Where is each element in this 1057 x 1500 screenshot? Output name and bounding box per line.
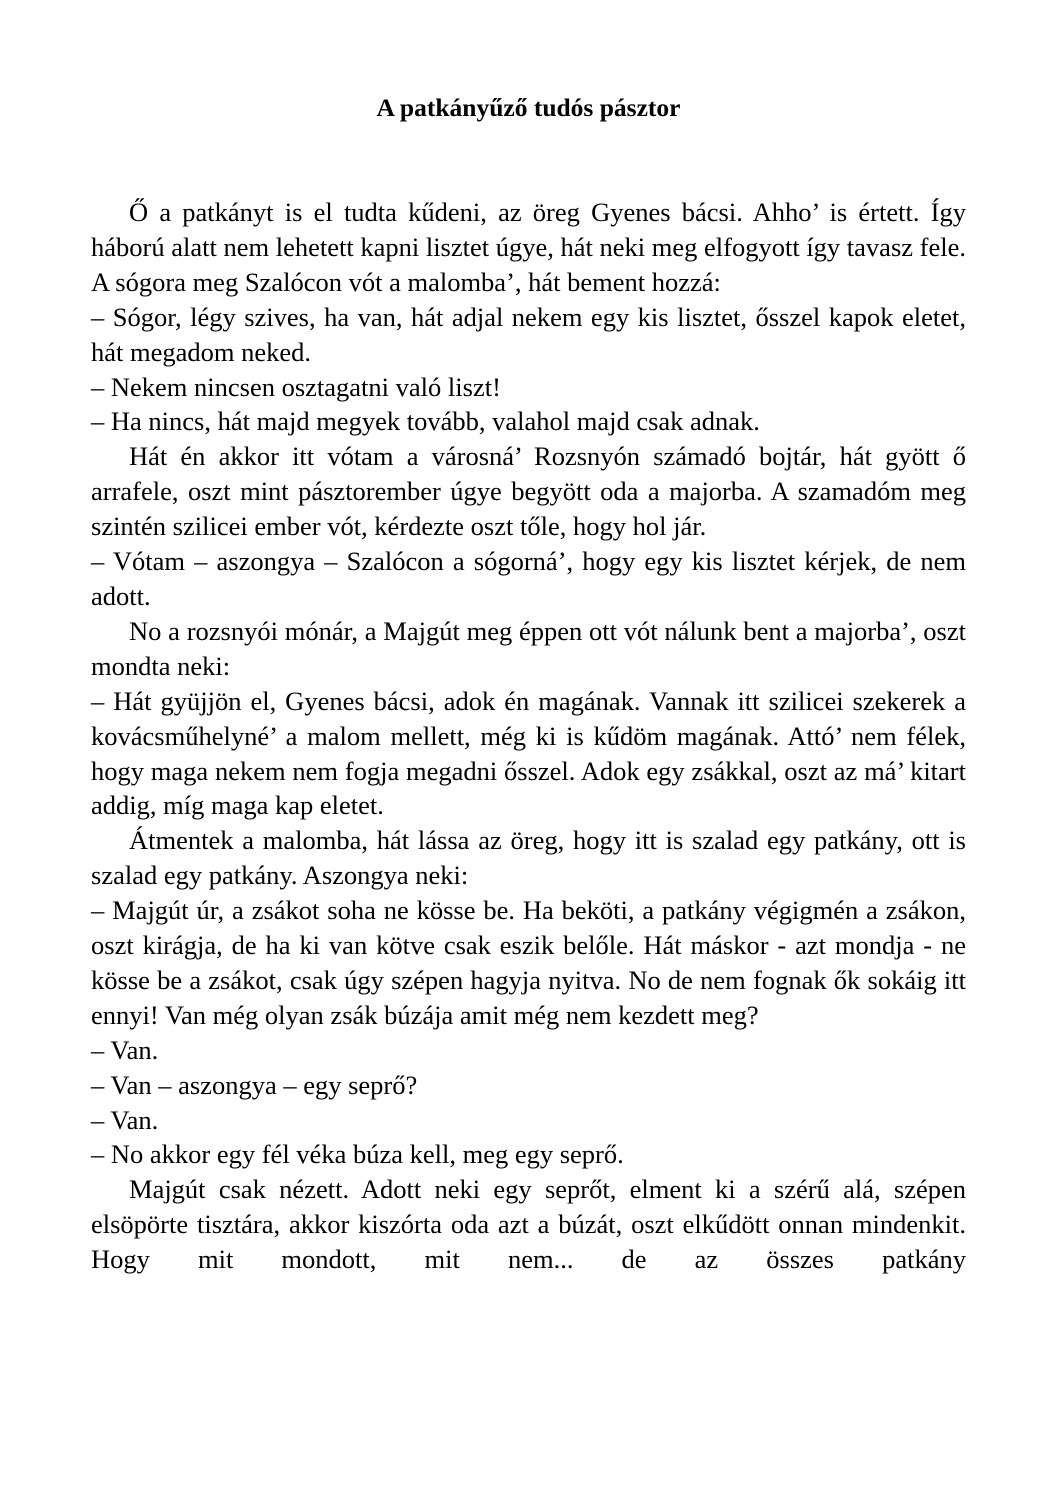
page-title: A patkányűző tudós pásztor — [376, 93, 681, 122]
paragraph-11: – Van. — [91, 1034, 159, 1065]
paragraph-4: – Ha nincs, hát majd megyek tovább, valahol majd csak adnak. — [91, 406, 760, 437]
paragraph-10: – Majgút úr, a zsákot soha ne kösse be. Ha beköti, a patkány végigmén a zsákon, oszt kirágja, de ha ki van kötve csak eszik belőle. Hát máskor - azt mondja - ne kösse be a zsákot, csak úgy szépen hagyja nyitva. No de nem fognak ők sokáig itt ennyi! Van még olyan zsák búzája amit még nem kezdett meg? — [91, 895, 966, 1030]
paragraph-12: – Van – aszongya – egy seprő? — [91, 1069, 418, 1100]
paragraph-2: – Sógor, légy szives, ha van, hát adjal nekem egy kis lisztet, ősszel kapok eletet, hát megadom neked. — [91, 301, 966, 367]
paragraph-13: – Van. — [91, 1104, 159, 1135]
paragraph-5: Hát én akkor itt vótam a városná’ Rozsnyón számadó bojtár, hát gyött ő arrafele, oszt mint pásztorember úgye begyött oda a majorba. A szamadóm meg szintén szilicei ember vót, kérdezte oszt tőle, hogy hol jár. — [91, 441, 966, 542]
paragraph-3: – Nekem nincsen osztagatni való liszt! — [91, 371, 501, 402]
paragraph-1: Ő a patkányt is el tudta kűdeni, az öreg Gyenes bácsi. Ahho’ is értett. Így háború alatt nem lehetett kapni lisztet úgye, hát neki meg elfogyott így tavasz fele. A sógora meg Szalócon vót a malomba’, hát bement hozzá: — [91, 197, 966, 297]
paragraph-14: – No akkor egy fél véka búza kell, meg egy seprő. — [91, 1139, 624, 1170]
paragraph-8: – Hát gyüjjön el, Gyenes bácsi, adok én magának. Vannak itt szilicei szekerek a kovácsműhelyné’ a malom mellett, még ki is kűdöm magának. Attó’ nem félek, hogy maga nekem nem fogja megadni ősszel. Adok egy zsákkal, oszt az má’ kitart addig, míg maga kap eletet. — [91, 685, 966, 821]
paragraph-15: Majgút csak nézett. Adott neki egy seprőt, elment ki a szérű alá, szépen elsöpörte tisztára, akkor kiszórta oda azt a búzát, oszt elkűdött onnan mindenkit. Hogy mit mondott, mit nem... de az összes patkány — [91, 1174, 966, 1275]
paragraph-7: No a rozsnyói mónár, a Majgút meg éppen ott vót nálunk bent a majorba’, oszt mondta neki: — [91, 615, 966, 681]
paragraph-6: – Vótam – aszongya – Szalócon a sógorná’, hogy egy kis lisztet kérjek, de nem adott. — [91, 546, 966, 611]
story-body — [91, 195, 966, 1277]
document-page — [91, 0, 966, 1500]
paragraph-9: Átmentek a malomba, hát lássa az öreg, hogy itt is szalad egy patkány, ott is szalad egy patkány. Aszongya neki: — [91, 825, 966, 891]
